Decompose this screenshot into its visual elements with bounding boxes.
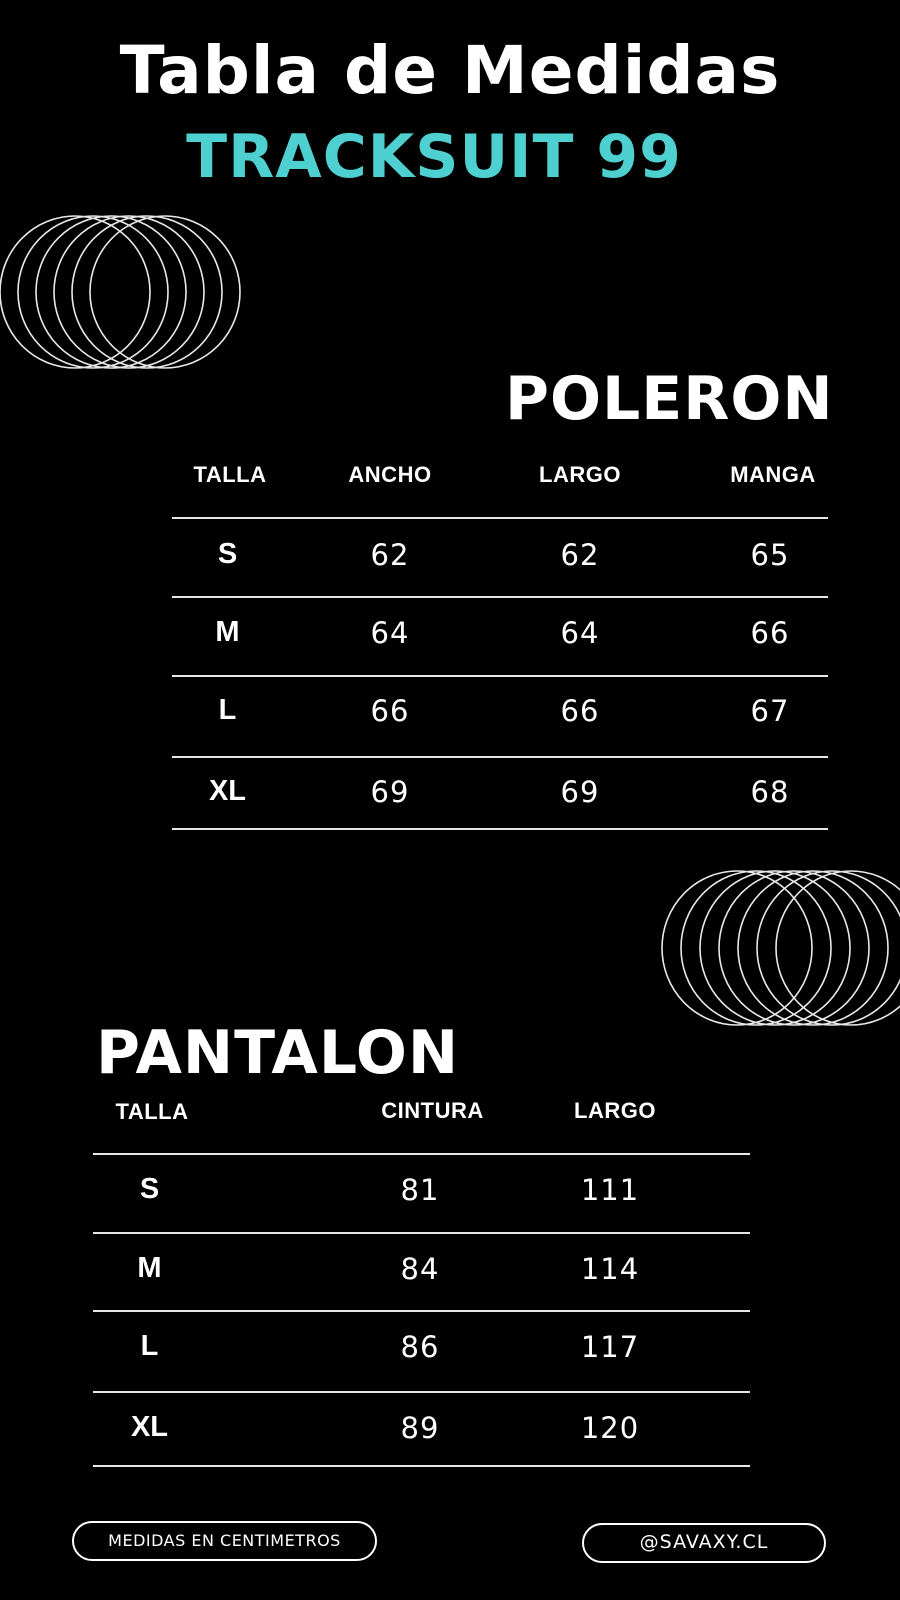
row-divider <box>93 1465 750 1467</box>
concentric-rings-icon <box>0 210 250 375</box>
value-cell: 66 <box>370 694 410 728</box>
value-cell: 69 <box>560 775 600 809</box>
size-cell: S <box>139 1173 160 1205</box>
concentric-rings-icon <box>660 868 900 1028</box>
product-name: TRACKSUIT 99 <box>186 122 682 192</box>
size-cell: M <box>215 616 240 648</box>
pantalon-title: PANTALON <box>96 1018 460 1088</box>
value-cell: 65 <box>750 538 790 572</box>
column-header-manga: MANGA <box>730 462 816 487</box>
row-divider <box>172 596 828 598</box>
column-header-cintura: CINTURA <box>381 1098 484 1123</box>
column-header-ancho: ANCHO <box>348 462 432 487</box>
value-cell: 64 <box>560 616 600 650</box>
value-cell: 69 <box>370 775 410 809</box>
value-cell: 84 <box>400 1252 440 1286</box>
row-divider <box>93 1310 750 1312</box>
value-cell: 120 <box>580 1411 640 1445</box>
value-cell: 89 <box>400 1411 440 1445</box>
value-cell: 62 <box>370 538 410 572</box>
value-cell: 111 <box>580 1173 640 1207</box>
units-note-badge: MEDIDAS EN CENTIMETROS <box>72 1521 377 1561</box>
size-cell: M <box>137 1252 162 1284</box>
row-divider <box>172 828 828 830</box>
row-divider <box>93 1391 750 1393</box>
size-cell: S <box>217 538 238 570</box>
value-cell: 66 <box>560 694 600 728</box>
value-cell: 67 <box>750 694 790 728</box>
size-cell: XL <box>208 775 247 807</box>
value-cell: 68 <box>750 775 790 809</box>
column-header-largo: LARGO <box>539 462 621 487</box>
value-cell: 114 <box>580 1252 640 1286</box>
size-cell: L <box>218 694 237 726</box>
page-title: Tabla de Medidas <box>119 32 781 109</box>
size-cell: L <box>140 1330 159 1362</box>
size-cell: XL <box>130 1411 169 1443</box>
row-divider <box>93 1232 750 1234</box>
value-cell: 66 <box>750 616 790 650</box>
column-header-largo: LARGO <box>574 1098 656 1123</box>
row-divider <box>93 1153 750 1155</box>
row-divider <box>172 517 828 519</box>
poleron-title: POLERON <box>505 364 834 434</box>
value-cell: 117 <box>580 1330 640 1364</box>
row-divider <box>172 675 828 677</box>
column-header-talla: TALLA <box>115 1099 189 1124</box>
value-cell: 62 <box>560 538 600 572</box>
value-cell: 64 <box>370 616 410 650</box>
column-header-talla: TALLA <box>193 462 267 487</box>
value-cell: 81 <box>400 1173 440 1207</box>
row-divider <box>172 756 828 758</box>
value-cell: 86 <box>400 1330 440 1364</box>
social-handle-link[interactable]: @SAVAXY.CL <box>582 1523 826 1563</box>
